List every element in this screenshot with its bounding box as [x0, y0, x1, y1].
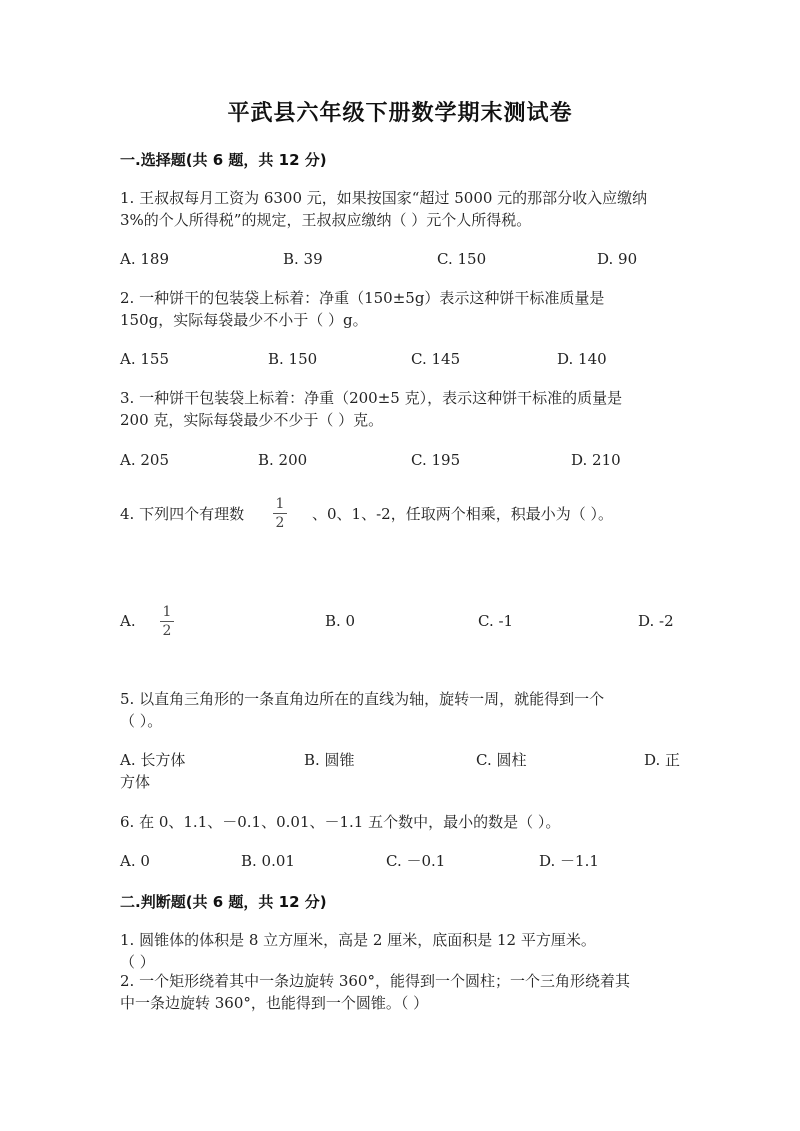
judgement-1-line-1: 1. 圆锥体的体积是 8 立方厘米，高是 2 厘米，底面积是 12 平方厘米。 — [120, 931, 596, 949]
question-2-option-a: A. 155 — [120, 350, 169, 368]
question-1-option-c: C. 150 — [437, 250, 487, 268]
question-1-option-a: A. 189 — [120, 250, 169, 268]
fraction-numerator: 1 — [275, 496, 285, 512]
question-6-option-b: B. 0.01 — [241, 852, 295, 870]
question-2-option-b: B. 150 — [268, 350, 318, 368]
question-3-line-2: 200 克，实际每袋最少不少于（ ）克。 — [120, 411, 384, 429]
question-3-option-a: A. 205 — [120, 451, 169, 469]
question-4-option-a: A. — [120, 612, 136, 630]
fraction-one-half — [273, 496, 287, 531]
section-heading-judgement: 二.判断题(共 6 题，共 12 分) — [120, 893, 327, 911]
question-1-option-d: D. 90 — [597, 250, 638, 268]
question-2-option-d: D. 140 — [557, 350, 607, 368]
question-6-option-a: A. 0 — [120, 852, 150, 870]
question-5-option-d-wrap: 方体 — [120, 773, 151, 791]
fraction-bar — [160, 621, 174, 622]
question-1-line-2: 3%的个人所得税”的规定，王叔叔应缴纳（ ）元个人所得税。 — [120, 211, 532, 229]
fraction-bar — [273, 513, 287, 514]
judgement-2-line-2: 中一条边旋转 360°，也能得到一个圆锥。（ ） — [120, 994, 429, 1012]
question-2-option-c: C. 145 — [411, 350, 461, 368]
question-6-line-1: 6. 在 0、1.1、－0.1、0.01、－1.1 五个数中，最小的数是（ ）。 — [120, 813, 561, 831]
question-2-line-1: 2. 一种饼干的包装袋上标着：净重（150±5g）表示这种饼干标准质量是 — [120, 289, 605, 307]
question-3-option-b: B. 200 — [258, 451, 308, 469]
question-5-option-a: A. 长方体 — [120, 751, 186, 769]
fraction-numerator: 1 — [162, 604, 172, 620]
judgement-1-line-2: （ ） — [120, 953, 155, 971]
page-title: 平武县六年级下册数学期末测试卷 — [227, 101, 573, 126]
fraction-denominator: 2 — [275, 515, 285, 531]
question-5-line-1: 5. 以直角三角形的一条直角边所在的直线为轴，旋转一周，就能得到一个 — [120, 690, 605, 708]
question-3-option-d: D. 210 — [571, 451, 621, 469]
question-6-option-c: C. －0.1 — [386, 852, 446, 870]
question-5-option-b: B. 圆锥 — [304, 751, 355, 769]
question-4-option-b: B. 0 — [325, 612, 356, 630]
option-a-fraction — [160, 604, 174, 639]
question-3-line-1: 3. 一种饼干包装袋上标着：净重（200±5 克），表示这种饼干标准的质量是 — [120, 389, 623, 407]
question-5-line-2: （ ）。 — [120, 712, 163, 730]
question-4-option-c: C. -1 — [478, 612, 514, 630]
question-4-option-d: D. -2 — [638, 612, 674, 630]
section-heading-choice: 一.选择题(共 6 题，共 12 分) — [120, 151, 327, 169]
question-6-option-d: D. －1.1 — [539, 852, 599, 870]
question-4-prefix: 4. 下列四个有理数 — [120, 505, 245, 523]
question-5-option-c: C. 圆柱 — [476, 751, 527, 769]
question-1-option-b: B. 39 — [283, 250, 323, 268]
judgement-2-line-1: 2. 一个矩形绕着其中一条边旋转 360°，能得到一个圆柱；一个三角形绕着其 — [120, 972, 630, 990]
question-1-line-1: 1. 王叔叔每月工资为 6300 元，如果按国家“超过 5000 元的那部分收入应缴纳 — [120, 189, 648, 207]
question-5-option-d: D. 正 — [644, 751, 681, 769]
question-4-suffix: 、0、1、-2，任取两个相乘，积最小为（ ）。 — [312, 505, 613, 523]
fraction-denominator: 2 — [162, 623, 172, 639]
question-2-line-2: 150g，实际每袋最少不小于（ ）g。 — [120, 311, 368, 329]
question-3-option-c: C. 195 — [411, 451, 461, 469]
